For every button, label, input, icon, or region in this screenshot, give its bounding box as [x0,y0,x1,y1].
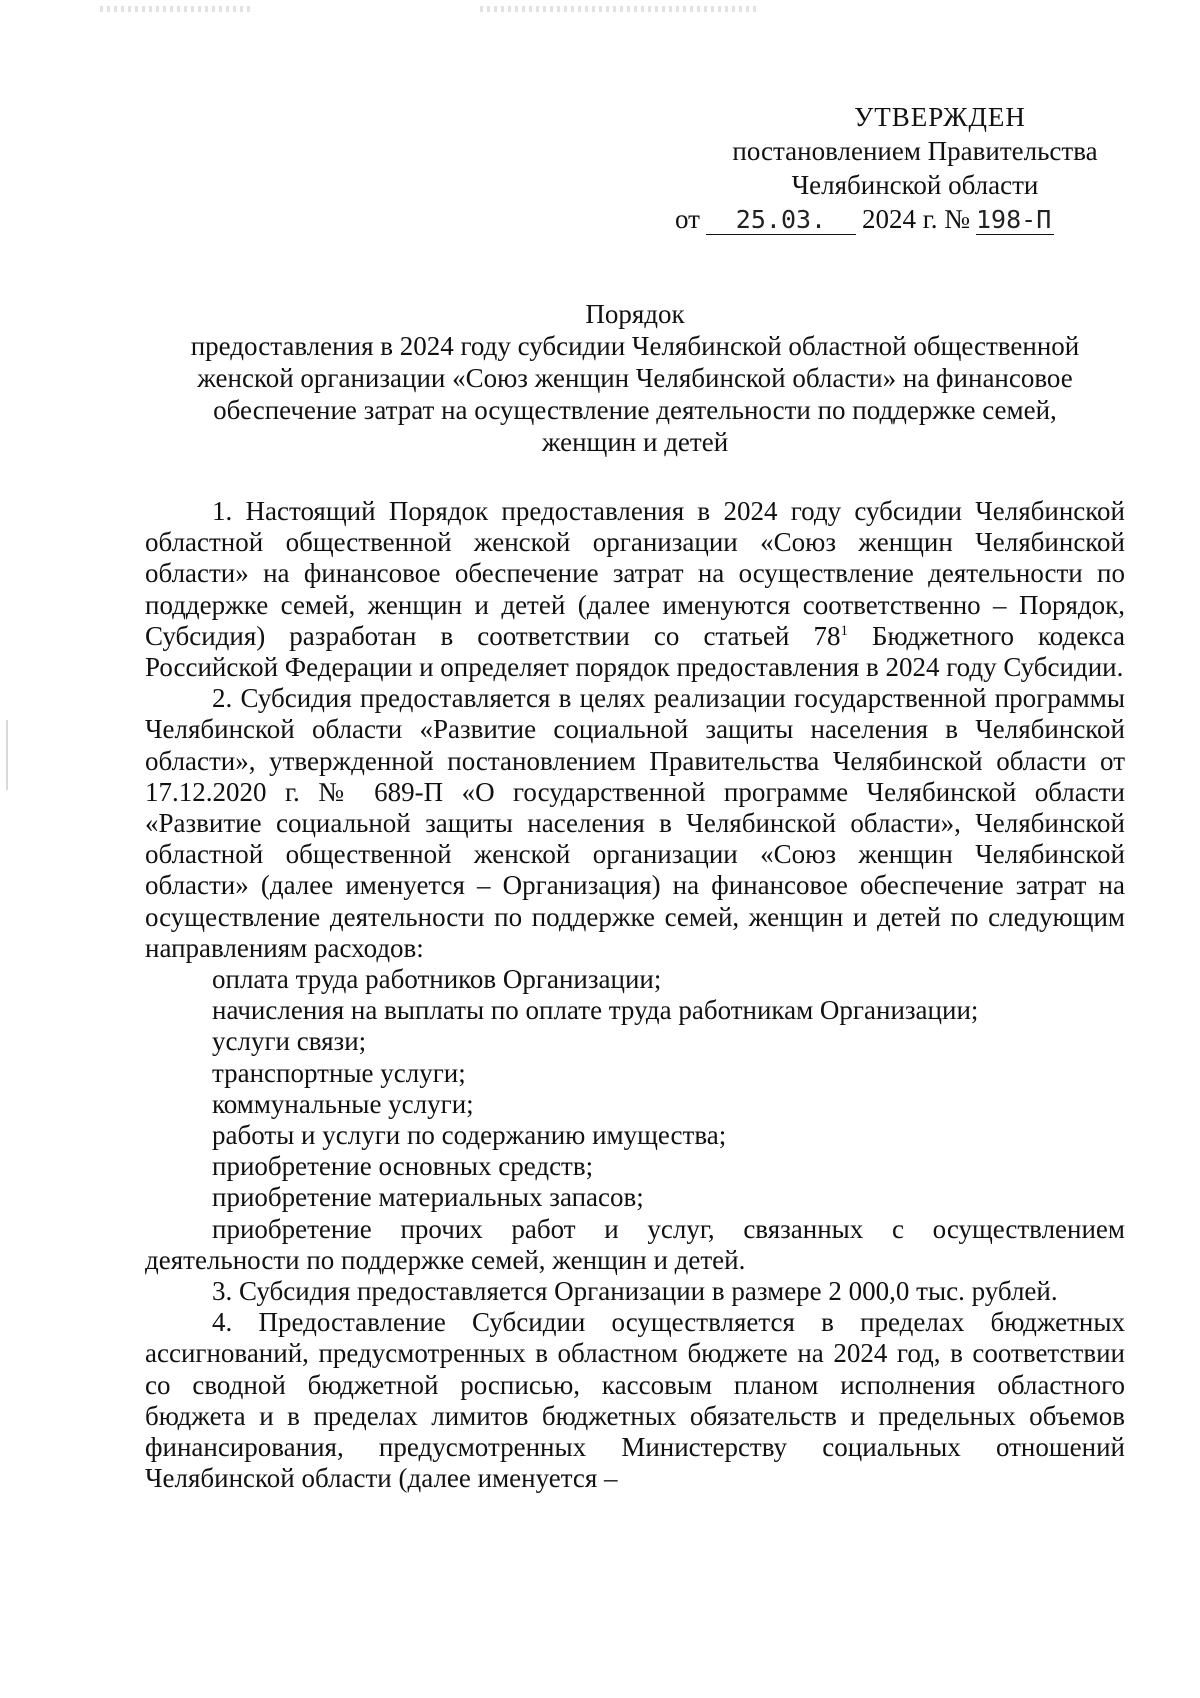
paragraph-2: 2. Субсидия предоставляется в целях реализации государственной программы Челябинской области «Развитие социальной защиты населения в Челябинской области», утвержденной постановлением Правительства Челябинской области от 17.12.2020 г. № 689-П «О государственной программе Челябинской области «Развитие социальной защиты населения в Челябинской области», Челябинской областной общественной женской организации «Союз женщин Челябинской области» (далее именуется – Организация) на финансовое обеспечение затрат на осуществление деятельности по поддержке семей, женщин и детей по следующим направлениям расходов: [145,683,1125,963]
scan-artifact-center [480,6,760,12]
approval-stamp-block [675,100,1130,236]
scan-side-mark [6,720,8,790]
heading-line-3: обеспечение затрат на осуществление деятельности по поддержке семей, [213,395,1057,425]
document-heading [140,298,1130,458]
heading-line-1: предоставления в 2024 году субсидии Челябинской областной общественной [190,331,1080,361]
document-body [145,496,1125,1495]
expense-item: оплата труда работников Организации; [212,964,662,995]
approval-date-line [675,202,1130,236]
paragraph-1-text-end: Бюджетного кодекса Российской Федерации и определяет порядок предоставления в 2024 году Субсидии. [145,620,1125,683]
approval-line-1: постановлением Правительства [732,136,1098,166]
approval-line-2: Челябинской области [791,170,1039,200]
scan-artifact-left [100,6,250,12]
paragraph-3: 3. Субсидия предоставляется Организации в размере 2 000,0 тыс. рублей. [212,1276,1058,1307]
expense-item: работы и услуги по содержанию имущества; [212,1120,727,1151]
expense-item: услуги связи; [212,1026,367,1057]
expense-item: транспортные услуги; [212,1057,466,1088]
document-title: Порядок [585,299,685,329]
approval-title: УТВЕРЖДЕН [854,102,1026,132]
expense-item: начисления на выплаты по оплате труда работникам Организации; [212,995,979,1026]
expense-item: приобретение материальных запасов; [212,1182,644,1213]
year-text: 2024 г. № [861,204,970,234]
date-value: 25.03. [706,206,856,235]
expense-item: приобретение основных средств; [212,1151,594,1182]
paragraph-4: 4. Предоставление Субсидии осуществляется в пределах бюджетных ассигнований, предусмотренных в областном бюджете на 2024 год, в соответствии со сводной бюджетной росписью, кассовым планом исполнения областного бюджета и в пределах лимитов бюджетных обязательств и предельных объемов финансирования, предусмотренных Министерству социальных отношений Челябинской области (далее именуется – [145,1307,1125,1494]
heading-line-4: женщин и детей [541,427,729,457]
article-superscript: 1 [840,622,848,639]
expense-item: приобретение прочих работ и услуг, связанных с осуществлением деятельности по поддержке семей, женщин и детей. [145,1213,1125,1275]
expense-item: коммунальные услуги; [212,1088,474,1119]
paragraph-1 [145,496,1125,683]
date-prefix: от [675,204,700,234]
heading-line-2: женской организации «Союз женщин Челябинской области» на финансовое [197,363,1073,393]
paragraph-1-text: 1. Настоящий Порядок предоставления в 2024 году субсидии Челябинской областной общественной женской организации «Союз женщин Челябинской области» на финансовое обеспечение затрат на осуществление деятельности по поддержке семей, женщин и детей (далее именуются соответственно – Порядок, Субсидия) разработан в соответствии со статьей 78 [145,496,1125,651]
decree-number: 198-П [976,206,1054,235]
